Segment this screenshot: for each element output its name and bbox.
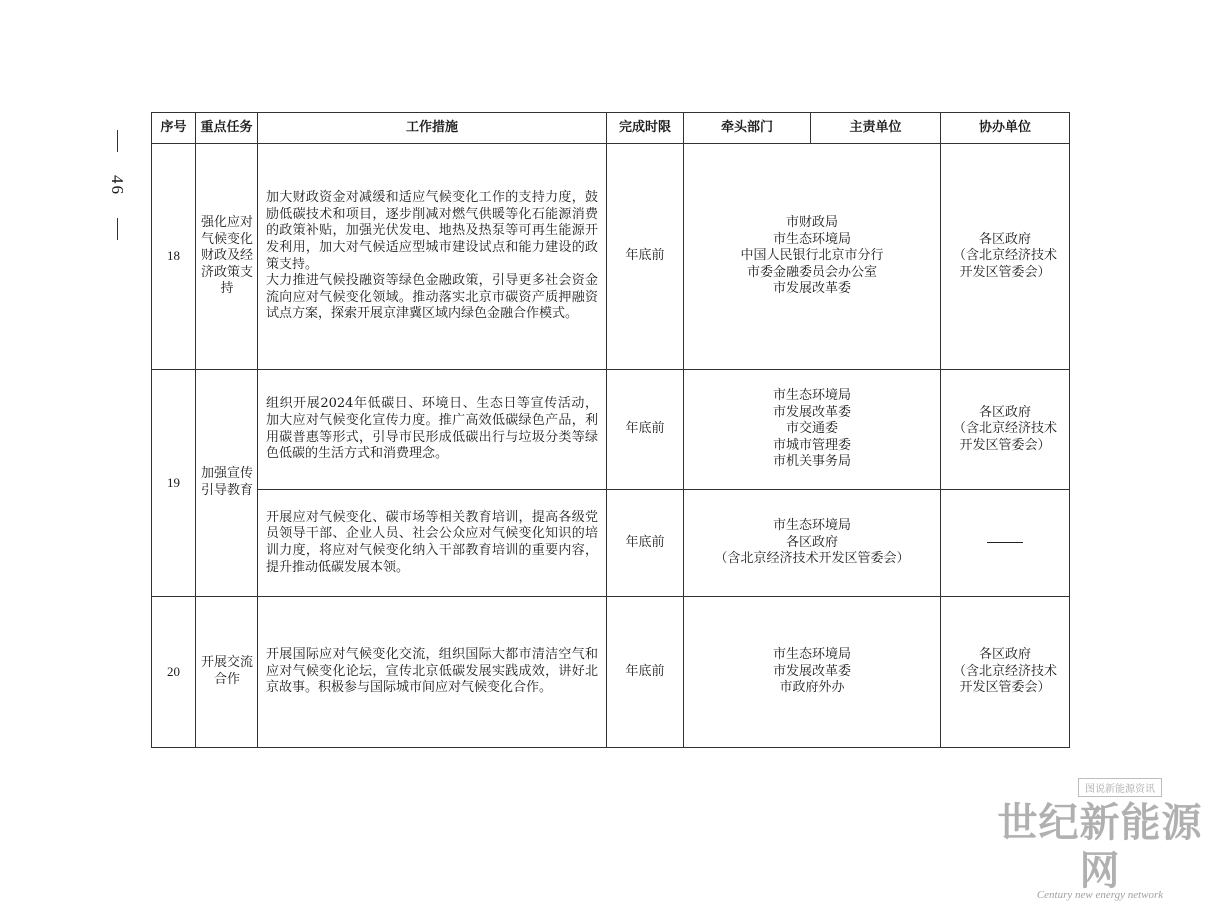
- lead-unit: （含北京经济技术开发区管委会）: [714, 551, 910, 567]
- row-task: [196, 144, 258, 370]
- table-header-row: [152, 113, 1070, 144]
- row-co-units: [941, 144, 1070, 370]
- header-task: 重点任务: [196, 113, 258, 144]
- page-number-text: 46: [108, 174, 127, 196]
- measure-paragraph: 组织开展2024年低碳日、环境日、生态日等宣传活动，加大应对气候变化宣传力度。推广高效低碳绿色产品，利用碳普惠等形式，引导市民形成低碳出行与垃圾分类等绿色低碳的生活方式和消费理念。: [266, 396, 598, 462]
- page-number-dash-top: [117, 130, 118, 152]
- row-co-units: [941, 490, 1070, 597]
- table-row: [152, 144, 1070, 370]
- row-co-units: [941, 597, 1070, 748]
- lead-unit: 市财政局: [785, 214, 838, 230]
- lead-unit: 各区政府: [785, 534, 838, 550]
- page-number-dash-bottom: [117, 218, 118, 240]
- row-task-text: 加强宣传引导教育: [200, 466, 253, 498]
- row-task: [196, 370, 258, 597]
- empty-dash: [987, 542, 1023, 543]
- measure-paragraph: 开展国际应对气候变化交流，组织国际大都市清洁空气和应对气候变化论坛，宣传北京低碳发展实践成效，讲好北京故事。积极参与国际城市间应对气候变化合作。: [266, 647, 598, 696]
- table-row: [152, 490, 1070, 597]
- co-unit: （含北京经济技术: [952, 421, 1057, 437]
- measure-paragraph: 加大财政资金对减缓和适应气候变化工作的支持力度，鼓励低碳技术和项目，逐步削减对燃气供暖等化石能源消费的政策补贴，加强光伏发电、地热及热泵等可再生能源开发利用，加大对气候适应型城市建设试点和能力建设的政策支持。: [266, 190, 598, 272]
- row-measures: [258, 370, 607, 490]
- row-deadline: 年底前: [607, 597, 684, 748]
- co-unit: 开发区管委会）: [959, 437, 1051, 453]
- measure-paragraph: 大力推进气候投融资等绿色金融政策，引导更多社会资金流向应对气候变化领域。推动落实北京市碳资产质押融资试点方案，探索开展京津冀区域内绿色金融合作模式。: [266, 273, 598, 322]
- row-task-text: 开展交流合作: [200, 655, 253, 687]
- header-co-unit: 协办单位: [941, 113, 1070, 144]
- work-plan-table: [151, 112, 1070, 748]
- co-unit: （含北京经济技术: [952, 248, 1057, 264]
- row-lead-units: [684, 144, 941, 370]
- header-deadline: 完成时限: [607, 113, 684, 144]
- header-seq: 序号: [152, 113, 196, 144]
- watermark-tagline: 图说新能源资讯: [1078, 778, 1162, 797]
- row-seq: 18: [152, 144, 196, 370]
- lead-unit: 市交通委: [785, 421, 838, 437]
- lead-unit: 市城市管理委: [772, 437, 851, 453]
- row-task: [196, 597, 258, 748]
- lead-unit: 市生态环境局: [772, 518, 851, 534]
- lead-unit: 市生态环境局: [772, 231, 851, 247]
- header-responsible-unit: 主责单位: [811, 113, 941, 144]
- header-lead-dept: 牵头部门: [684, 113, 811, 144]
- row-deadline: 年底前: [607, 490, 684, 597]
- co-unit: 开发区管委会）: [959, 680, 1051, 696]
- table-row: [152, 597, 1070, 748]
- co-unit: 各区政府: [978, 404, 1031, 420]
- watermark-title: 世纪新能源网: [997, 799, 1203, 894]
- row-lead-units: [684, 597, 941, 748]
- co-unit: 开发区管委会）: [959, 264, 1051, 280]
- row-co-units: [941, 370, 1070, 490]
- measure-paragraph: 开展应对气候变化、碳市场等相关教育培训，提高各级党员领导干部、企业人员、社会公众应对气候变化知识的培训力度，将应对气候变化纳入干部教育培训的重要内容，提升推动低碳发展本领。: [266, 509, 598, 575]
- row-measures: [258, 144, 607, 370]
- co-unit: 各区政府: [978, 231, 1031, 247]
- row-lead-units: [684, 370, 941, 490]
- lead-unit: 市发展改革委: [772, 663, 851, 679]
- lead-unit: 市机关事务局: [772, 454, 851, 470]
- row-lead-units: [684, 490, 941, 597]
- row-measures: [258, 490, 607, 597]
- lead-unit: 市政府外办: [779, 680, 845, 696]
- row-task-text: 强化应对气候变化财政及经济政策支持: [200, 214, 253, 297]
- row-measures: [258, 597, 607, 748]
- lead-unit: 市发展改革委: [772, 404, 851, 420]
- row-deadline: 年底前: [607, 144, 684, 370]
- lead-unit: 中国人民银行北京市分行: [740, 248, 884, 264]
- co-unit: 各区政府: [978, 647, 1031, 663]
- header-measures: 工作措施: [258, 113, 607, 144]
- lead-unit: 市生态环境局: [772, 387, 851, 403]
- row-seq: 19: [152, 370, 196, 597]
- table-row: [152, 370, 1070, 490]
- watermark-subtitle: Century new energy network: [1036, 889, 1164, 901]
- lead-unit: 市委金融委员会办公室: [746, 264, 877, 280]
- page-number: [92, 130, 142, 240]
- lead-unit: 市生态环境局: [772, 647, 851, 663]
- row-seq: 20: [152, 597, 196, 748]
- row-deadline: 年底前: [607, 370, 684, 490]
- watermark-logo: [985, 777, 1215, 901]
- co-unit: （含北京经济技术: [952, 663, 1057, 679]
- lead-unit: 市发展改革委: [772, 281, 851, 297]
